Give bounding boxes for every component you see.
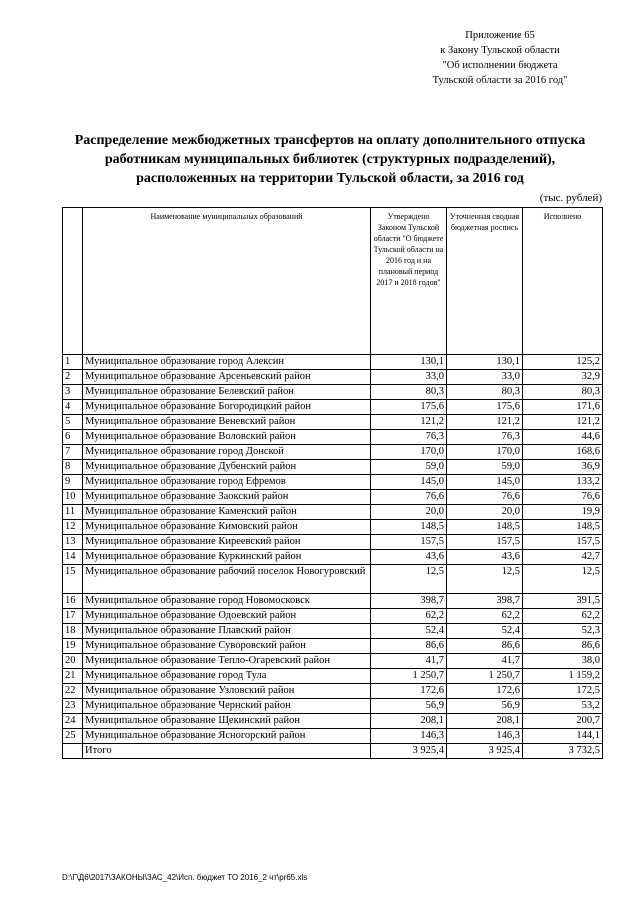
transfers-table	[62, 207, 603, 759]
table-row	[63, 415, 603, 430]
table-row	[63, 714, 603, 729]
approved-value: 86,6	[371, 639, 447, 654]
executed-value: 42,7	[523, 550, 603, 565]
table-row	[63, 669, 603, 684]
table-row	[63, 654, 603, 669]
total-approved: 3 925,4	[371, 744, 447, 759]
refined-value: 86,6	[447, 639, 523, 654]
executed-value: 172,5	[523, 684, 603, 699]
row-number: 3	[63, 385, 83, 400]
executed-value: 391,5	[523, 594, 603, 609]
row-number: 18	[63, 624, 83, 639]
municipality-name: Муниципальное образование Чернский район	[83, 699, 371, 714]
header-executed: Исполнено	[523, 208, 603, 355]
row-number: 7	[63, 445, 83, 460]
refined-value: 398,7	[447, 594, 523, 609]
executed-value: 200,7	[523, 714, 603, 729]
refined-value: 56,9	[447, 699, 523, 714]
total-label: Итого	[83, 744, 371, 759]
row-number: 11	[63, 505, 83, 520]
row-number: 22	[63, 684, 83, 699]
refined-value: 146,3	[447, 729, 523, 744]
executed-value: 32,9	[523, 370, 603, 385]
refined-value: 76,3	[447, 430, 523, 445]
row-number: 25	[63, 729, 83, 744]
appendix-line: к Закону Тульской области	[440, 45, 560, 56]
approved-value: 130,1	[371, 355, 447, 370]
row-number: 15	[63, 565, 83, 594]
approved-value: 157,5	[371, 535, 447, 550]
approved-value: 208,1	[371, 714, 447, 729]
refined-value: 33,0	[447, 370, 523, 385]
approved-value: 172,6	[371, 684, 447, 699]
municipality-name: Муниципальное образование Белевский район	[83, 385, 371, 400]
table-row	[63, 490, 603, 505]
row-number: 24	[63, 714, 83, 729]
approved-value: 175,6	[371, 400, 447, 415]
table-row	[63, 565, 603, 594]
table-row	[63, 400, 603, 415]
municipality-name: Муниципальное образование Воловский район	[83, 430, 371, 445]
appendix-line: Тульской области за 2016 год"	[432, 75, 568, 86]
executed-value: 148,5	[523, 520, 603, 535]
approved-value: 12,5	[371, 565, 447, 594]
refined-value: 157,5	[447, 535, 523, 550]
municipality-name: Муниципальное образование Киреевский район	[83, 535, 371, 550]
executed-value: 121,2	[523, 415, 603, 430]
approved-value: 62,2	[371, 609, 447, 624]
municipality-name: Муниципальное образование Арсеньевский район	[83, 370, 371, 385]
row-number: 10	[63, 490, 83, 505]
executed-value: 36,9	[523, 460, 603, 475]
municipality-name: Муниципальное образование Куркинский район	[83, 550, 371, 565]
row-number: 14	[63, 550, 83, 565]
municipality-name: Муниципальное образование Одоевский район	[83, 609, 371, 624]
executed-value: 133,2	[523, 475, 603, 490]
table-row	[63, 624, 603, 639]
municipality-name: Муниципальное образование Щекинский район	[83, 714, 371, 729]
table-row	[63, 385, 603, 400]
executed-value: 168,6	[523, 445, 603, 460]
municipality-name: Муниципальное образование город Ефремов	[83, 475, 371, 490]
refined-value: 80,3	[447, 385, 523, 400]
table-row	[63, 729, 603, 744]
municipality-name: Муниципальное образование Каменский район	[83, 505, 371, 520]
units-label: (тыс. рублей)	[539, 192, 602, 204]
executed-value: 144,1	[523, 729, 603, 744]
municipality-name: Муниципальное образование город Алексин	[83, 355, 371, 370]
table-row	[63, 505, 603, 520]
refined-value: 1 250,7	[447, 669, 523, 684]
refined-value: 130,1	[447, 355, 523, 370]
executed-value: 44,6	[523, 430, 603, 445]
appendix-line: Приложение 65	[465, 30, 535, 41]
municipality-name: Муниципальное образование Веневский район	[83, 415, 371, 430]
approved-value: 145,0	[371, 475, 447, 490]
approved-value: 41,7	[371, 654, 447, 669]
row-number: 12	[63, 520, 83, 535]
title-line: расположенных на территории Тульской области, за 2016 год	[136, 171, 524, 186]
approved-value: 33,0	[371, 370, 447, 385]
row-number: 4	[63, 400, 83, 415]
table-row	[63, 639, 603, 654]
appendix-note	[400, 28, 600, 88]
refined-value: 59,0	[447, 460, 523, 475]
row-number: 13	[63, 535, 83, 550]
municipality-name: Муниципальное образование Ясногорский район	[83, 729, 371, 744]
executed-value: 157,5	[523, 535, 603, 550]
executed-value: 76,6	[523, 490, 603, 505]
municipality-name: Муниципальное образование Богородицкий район	[83, 400, 371, 415]
row-number: 6	[63, 430, 83, 445]
row-number: 23	[63, 699, 83, 714]
approved-value: 56,9	[371, 699, 447, 714]
executed-value: 53,2	[523, 699, 603, 714]
municipality-name: Муниципальное образование город Новомосковск	[83, 594, 371, 609]
executed-value: 1 159,2	[523, 669, 603, 684]
municipality-name: Муниципальное образование Дубенский район	[83, 460, 371, 475]
total-executed: 3 732,5	[523, 744, 603, 759]
refined-value: 170,0	[447, 445, 523, 460]
executed-value: 86,6	[523, 639, 603, 654]
refined-value: 41,7	[447, 654, 523, 669]
document-title	[60, 131, 600, 188]
row-number: 9	[63, 475, 83, 490]
executed-value: 62,2	[523, 609, 603, 624]
refined-value: 43,6	[447, 550, 523, 565]
refined-value: 175,6	[447, 400, 523, 415]
refined-value: 145,0	[447, 475, 523, 490]
approved-value: 80,3	[371, 385, 447, 400]
approved-value: 20,0	[371, 505, 447, 520]
approved-value: 52,4	[371, 624, 447, 639]
total-row	[63, 744, 603, 759]
table-row	[63, 609, 603, 624]
table-row	[63, 684, 603, 699]
table-row	[63, 355, 603, 370]
header-name: Наименование муниципальных образований	[83, 208, 371, 355]
row-number: 8	[63, 460, 83, 475]
refined-value: 76,6	[447, 490, 523, 505]
table-row	[63, 430, 603, 445]
municipality-name: Муниципальное образование город Донской	[83, 445, 371, 460]
approved-value: 148,5	[371, 520, 447, 535]
approved-value: 76,6	[371, 490, 447, 505]
file-path-footer: D:\Г\Д6\2017\ЗАКОНЫ\ЗАС_42\Исп. бюджет ТО 2016_2 чт\pr65.xls	[62, 873, 308, 882]
refined-value: 62,2	[447, 609, 523, 624]
approved-value: 398,7	[371, 594, 447, 609]
appendix-line: "Об исполнении бюджета	[442, 60, 558, 71]
row-number: 20	[63, 654, 83, 669]
approved-value: 146,3	[371, 729, 447, 744]
table-row	[63, 475, 603, 490]
refined-value: 52,4	[447, 624, 523, 639]
header-approved: Утверждено Законом Тульской области "О бюджете Тульской области на 2016 год и на плановый период 2017 и 2018 годов"	[371, 208, 447, 355]
table-row	[63, 445, 603, 460]
executed-value: 38,0	[523, 654, 603, 669]
executed-value: 12,5	[523, 565, 603, 594]
refined-value: 12,5	[447, 565, 523, 594]
table-row	[63, 370, 603, 385]
executed-value: 171,6	[523, 400, 603, 415]
municipality-name: Муниципальное образование Суворовский район	[83, 639, 371, 654]
total-number	[63, 744, 83, 759]
table-row	[63, 550, 603, 565]
approved-value: 59,0	[371, 460, 447, 475]
municipality-name: Муниципальное образование Тепло-Огаревский район	[83, 654, 371, 669]
table-row	[63, 699, 603, 714]
refined-value: 172,6	[447, 684, 523, 699]
title-line: работникам муниципальных библиотек (структурных подразделений),	[104, 152, 556, 167]
executed-value: 125,2	[523, 355, 603, 370]
municipality-name: Муниципальное образование Кимовский район	[83, 520, 371, 535]
municipality-name: Муниципальное образование Узловский район	[83, 684, 371, 699]
refined-value: 20,0	[447, 505, 523, 520]
row-number: 17	[63, 609, 83, 624]
municipality-name: Муниципальное образование рабочий поселок Новогуровский	[83, 565, 371, 594]
table-row	[63, 594, 603, 609]
row-number: 1	[63, 355, 83, 370]
approved-value: 1 250,7	[371, 669, 447, 684]
header-number	[63, 208, 83, 355]
total-refined: 3 925,4	[447, 744, 523, 759]
refined-value: 208,1	[447, 714, 523, 729]
municipality-name: Муниципальное образование город Тула	[83, 669, 371, 684]
municipality-name: Муниципальное образование Плавский район	[83, 624, 371, 639]
table-row	[63, 535, 603, 550]
municipality-name: Муниципальное образование Заокский район	[83, 490, 371, 505]
table-row	[63, 520, 603, 535]
table-header-row	[63, 208, 603, 355]
executed-value: 19,9	[523, 505, 603, 520]
executed-value: 52,3	[523, 624, 603, 639]
row-number: 5	[63, 415, 83, 430]
approved-value: 170,0	[371, 445, 447, 460]
header-refined: Уточненная сводная бюджетная роспись	[447, 208, 523, 355]
refined-value: 121,2	[447, 415, 523, 430]
row-number: 19	[63, 639, 83, 654]
row-number: 16	[63, 594, 83, 609]
executed-value: 80,3	[523, 385, 603, 400]
table-row	[63, 460, 603, 475]
row-number: 21	[63, 669, 83, 684]
approved-value: 43,6	[371, 550, 447, 565]
row-number: 2	[63, 370, 83, 385]
refined-value: 148,5	[447, 520, 523, 535]
approved-value: 76,3	[371, 430, 447, 445]
title-line: Распределение межбюджетных трансфертов на оплату дополнительного отпуска	[74, 133, 586, 148]
approved-value: 121,2	[371, 415, 447, 430]
